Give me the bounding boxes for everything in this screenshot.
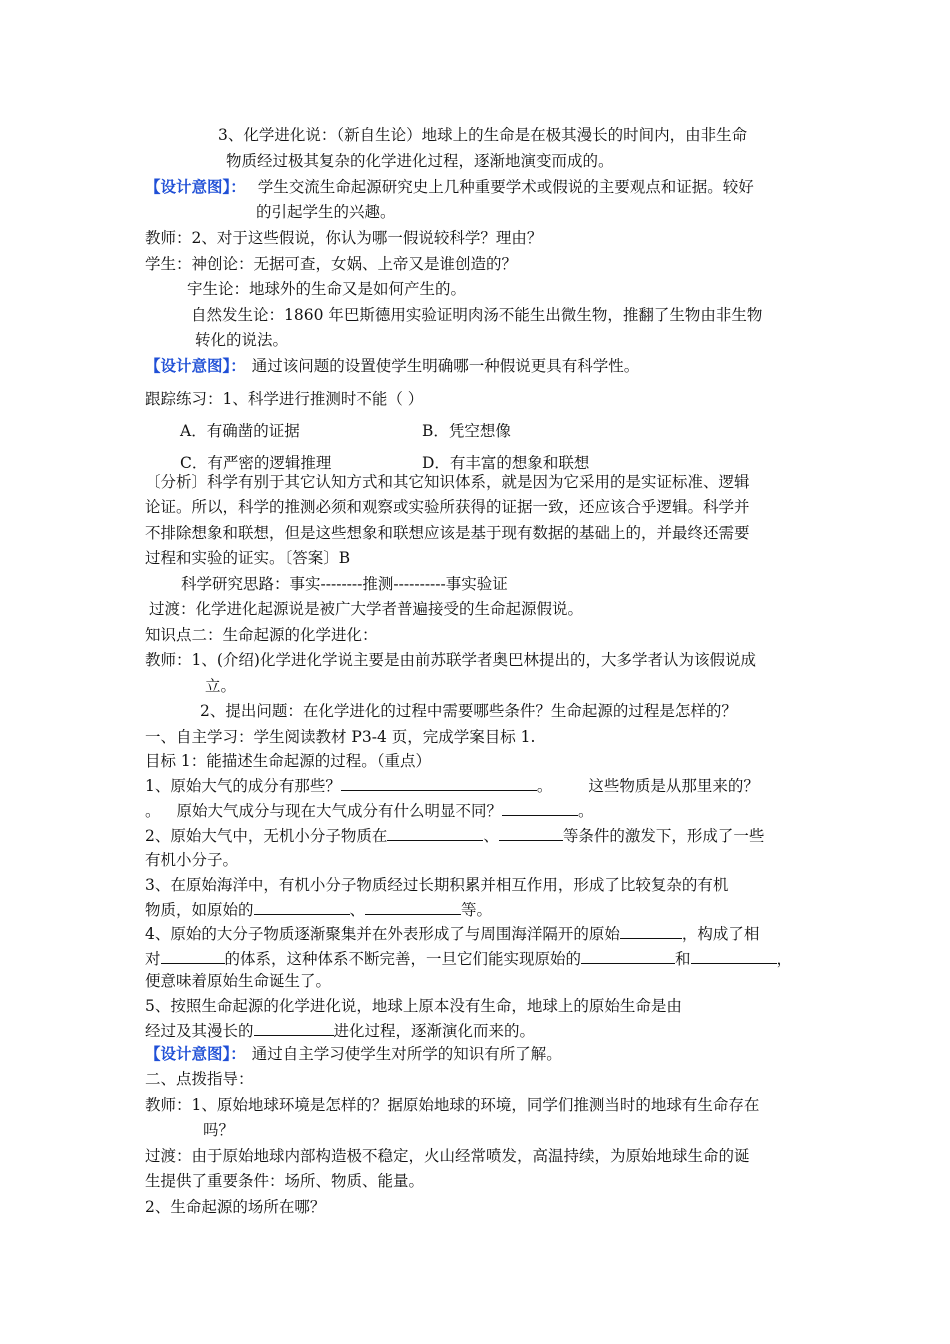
paragraph-line: 过渡：由于原始地球内部构造极不稳定，火山经常喷发，高温持续，为原始地球生命的诞	[145, 1147, 750, 1165]
design-intent-text: 学生交流生命起源研究史上几种重要学术或假说的主要观点和证据。较好	[257, 178, 754, 196]
answer-blank[interactable]	[691, 947, 777, 964]
goal-line: 目标 1：能描述生命起源的过程。（重点）	[145, 752, 432, 770]
answer-blank[interactable]	[254, 898, 350, 915]
fill-in-line	[145, 824, 764, 847]
paragraph-line: 3、在原始海洋中，有机小分子物质经过长期积累并相互作用，形成了比较复杂的有机	[145, 876, 729, 894]
answer-blank[interactable]	[161, 947, 225, 964]
punctuation: 。	[578, 802, 594, 820]
answer-blank[interactable]	[341, 774, 537, 791]
question-text: 1、原始大气的成分有那些？	[145, 777, 341, 795]
paragraph-line: 物质经过极其复杂的化学进化过程，逐渐地演变而成的。	[226, 152, 614, 170]
question-text: 等条件的激发下，形成了一些	[562, 827, 765, 845]
section-heading: 二、点拨指导：	[145, 1070, 254, 1088]
answer-blank[interactable]	[620, 922, 682, 939]
punctuation: 、	[483, 827, 499, 845]
question-text: ，构成了相	[681, 925, 760, 943]
question-text: 4、原始的大分子物质逐渐聚集并在外表形成了与周围海洋隔开的原始	[145, 925, 620, 943]
question-text: 和	[675, 950, 691, 968]
paragraph-line: 〔分析〕科学有别于其它认知方式和其它知识体系，就是因为它采用的是实证标准、逻辑	[145, 473, 750, 491]
paragraph-line: 2、提出问题：在化学进化的过程中需要哪些条件？生命起源的过程是怎样的？	[200, 702, 737, 720]
answer-blank[interactable]	[254, 1019, 334, 1036]
question-text: 物质，如原始的	[145, 901, 254, 919]
question-text: 进化过程，逐渐演化而来的。	[333, 1022, 536, 1040]
paragraph-line: 教师：1、(介绍)化学进化学说主要是由前苏联学者奥巴林提出的，大多学者认为该假说成	[145, 651, 756, 669]
section-heading: 一、自主学习：学生阅读教材 P3-4 页，完成学案目标 1.	[145, 728, 536, 746]
paragraph-line: 过程和实验的证实。〔答案〕B	[145, 549, 351, 567]
fill-in-line	[145, 774, 759, 797]
paragraph-line: 生提供了重要条件：场所、物质、能量。	[145, 1172, 425, 1190]
question-text: 这些物质是从那里来的？	[588, 777, 759, 795]
question-text: 原始大气成分与现在大气成分有什么明显不同？	[176, 802, 503, 820]
design-intent-text: 通过自主学习使学生对所学的知识有所了解。	[251, 1045, 562, 1063]
design-intent-tag: 【设计意图】：	[145, 356, 246, 375]
paragraph-line: 自然发生论：1860 年巴斯德用实验证明肉汤不能生出微生物，推翻了生物由非生物	[191, 306, 763, 324]
design-intent-text: 通过该问题的设置使学生明确哪一种假说更具有科学性。	[251, 357, 640, 375]
question-text: 等。	[461, 901, 493, 919]
paragraph-line: 教师：2、对于这些假说，你认为哪一假说较科学？理由？	[145, 229, 543, 247]
paragraph-line: 不排除想象和联想，但是这些想象和联想应该是基于现有数据的基础上的，并最终还需要	[145, 524, 750, 542]
fill-in-line	[145, 947, 792, 970]
design-intent-tag: 【设计意图】：	[145, 177, 246, 196]
question-text: 经过及其漫长的	[145, 1022, 254, 1040]
paragraph-line: 学生：神创论：无据可查，女娲、上帝又是谁创造的？	[145, 255, 518, 273]
design-intent-line	[145, 355, 639, 377]
paragraph-line: 转化的说法。	[195, 331, 289, 349]
paragraph-line: 便意味着原始生命诞生了。	[145, 972, 332, 990]
fill-in-line	[145, 1019, 535, 1042]
section-heading: 知识点二：生命起源的化学进化：	[145, 626, 378, 644]
paragraph-line: 科学研究思路：事实--------推测----------事实验证	[181, 575, 508, 593]
paragraph-line: 教师：1、原始地球环境是怎样的？据原始地球的环境，同学们推测当时的地球有生命存在	[145, 1096, 760, 1114]
question-text: 对	[145, 950, 161, 968]
question-text: 2、原始大气中，无机小分子物质在	[145, 827, 388, 845]
paragraph-line: 有机小分子。	[145, 851, 239, 869]
exercise-option-b: B．凭空想像	[422, 422, 511, 440]
answer-blank[interactable]	[581, 947, 675, 964]
answer-blank[interactable]	[387, 824, 483, 841]
exercise-question: 跟踪练习：1、科学进行推测时不能（ ）	[145, 390, 424, 408]
paragraph-line: 论证。所以，科学的推测必须和观察或实验所获得的证据一致，还应该合乎逻辑。科学并	[145, 498, 750, 516]
punctuation: 、	[349, 901, 366, 919]
paragraph-line: 立。	[205, 677, 237, 695]
punctuation: 。	[536, 777, 553, 795]
paragraph-line: 5、按照生命起源的化学进化说，地球上原本没有生命，地球上的原始生命是由	[145, 997, 682, 1015]
paragraph-line: 宇生论：地球外的生命又是如何产生的。	[187, 280, 467, 298]
design-intent-line	[145, 176, 754, 198]
fill-in-line	[145, 898, 492, 921]
answer-blank[interactable]	[499, 824, 563, 841]
punctuation: ，	[776, 950, 793, 968]
design-intent-tag: 【设计意图】：	[145, 1044, 246, 1063]
paragraph-line: 吗？	[203, 1121, 235, 1139]
fill-in-line	[145, 799, 594, 822]
question-text: 的体系，这种体系不断完善，一旦它们能实现原始的	[224, 950, 582, 968]
paragraph-line: 2、生命起源的场所在哪？	[145, 1198, 326, 1216]
fill-in-line	[145, 922, 759, 945]
paragraph-line: 3、化学进化说：（新自生论）地球上的生命是在极其漫长的时间内，由非生命	[218, 126, 748, 144]
paragraph-line: 的引起学生的兴趣。	[256, 203, 396, 221]
exercise-option-d: D．有丰富的想象和联想	[422, 454, 590, 472]
answer-blank[interactable]	[502, 799, 578, 816]
answer-blank[interactable]	[365, 898, 461, 915]
punctuation: 。	[145, 802, 161, 820]
exercise-option-c: C．有严密的逻辑推理	[180, 454, 332, 472]
paragraph-line: 过渡：化学进化起源说是被广大学者普遍接受的生命起源假说。	[149, 600, 584, 618]
design-intent-line	[145, 1043, 562, 1065]
exercise-option-a: A．有确凿的证据	[180, 422, 300, 440]
